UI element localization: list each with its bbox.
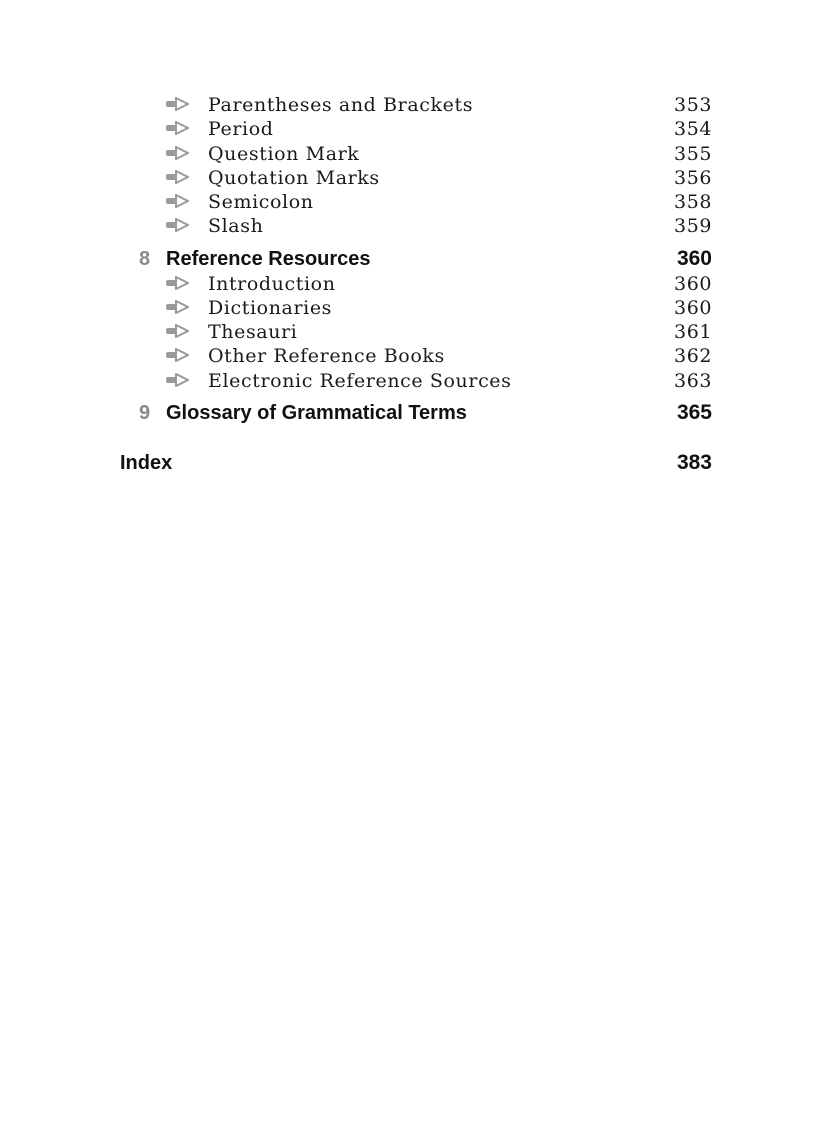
chapter-number: 8 [139,248,151,270]
toc-entry[interactable] [0,190,816,214]
arrow-bullet-icon [165,97,189,111]
arrow-bullet-icon [165,194,189,208]
toc-entry-title: Question Mark [208,143,360,165]
arrow-bullet-icon [165,276,189,290]
toc-entry[interactable] [0,369,816,393]
toc-entry-page: 355 [674,143,713,165]
arrow-bullet-icon [165,146,189,160]
arrow-bullet-icon [165,121,189,135]
toc-entry-page: 360 [674,273,713,295]
toc-entry-page: 361 [674,321,713,343]
toc-entry[interactable] [0,166,816,190]
toc-entry-page: 359 [674,215,713,237]
toc-entry-page: 354 [674,118,713,140]
arrow-bullet-icon [165,348,189,362]
toc-entry[interactable] [0,272,816,296]
chapter-page: 360 [676,247,712,270]
toc-entry-title: Semicolon [208,191,314,213]
arrow-bullet-icon [165,373,189,387]
toc-entry-page: 362 [674,345,713,367]
toc-index[interactable] [0,451,816,475]
toc-entry-title: Period [208,118,274,140]
toc-entry[interactable] [0,93,816,117]
toc-entry-page: 360 [674,297,713,319]
toc-entry-title: Introduction [208,273,336,295]
chapter-page: 365 [676,401,712,424]
index-page: 383 [676,451,712,474]
toc-entry-title: Thesauri [208,321,298,343]
toc-entry-page: 356 [674,167,713,189]
toc-entry[interactable] [0,344,816,368]
toc-entry-title: Quotation Marks [208,167,380,189]
arrow-bullet-icon [165,324,189,338]
arrow-bullet-icon [165,170,189,184]
toc-entry[interactable] [0,296,816,320]
toc-entry-page: 363 [674,370,713,392]
chapter-number: 9 [139,402,151,424]
index-title: Index [120,452,173,474]
arrow-bullet-icon [165,218,189,232]
toc-entry-page: 358 [674,191,713,213]
toc-chapter-8[interactable] [0,247,816,271]
toc-entry[interactable] [0,142,816,166]
toc-entry[interactable] [0,117,816,141]
toc-entry-title: Electronic Reference Sources [208,370,512,392]
toc-entry-title: Other Reference Books [208,345,445,367]
toc-entry[interactable] [0,214,816,238]
chapter-title: Glossary of Grammatical Terms [166,402,467,424]
chapter-title: Reference Resources [166,248,371,270]
toc-entry-page: 353 [674,94,713,116]
toc-entry-title: Slash [208,215,264,237]
toc-entry-title: Dictionaries [208,297,333,319]
toc-entry-title: Parentheses and Brackets [208,94,474,116]
arrow-bullet-icon [165,300,189,314]
toc-entry[interactable] [0,320,816,344]
toc-chapter-9[interactable] [0,401,816,425]
